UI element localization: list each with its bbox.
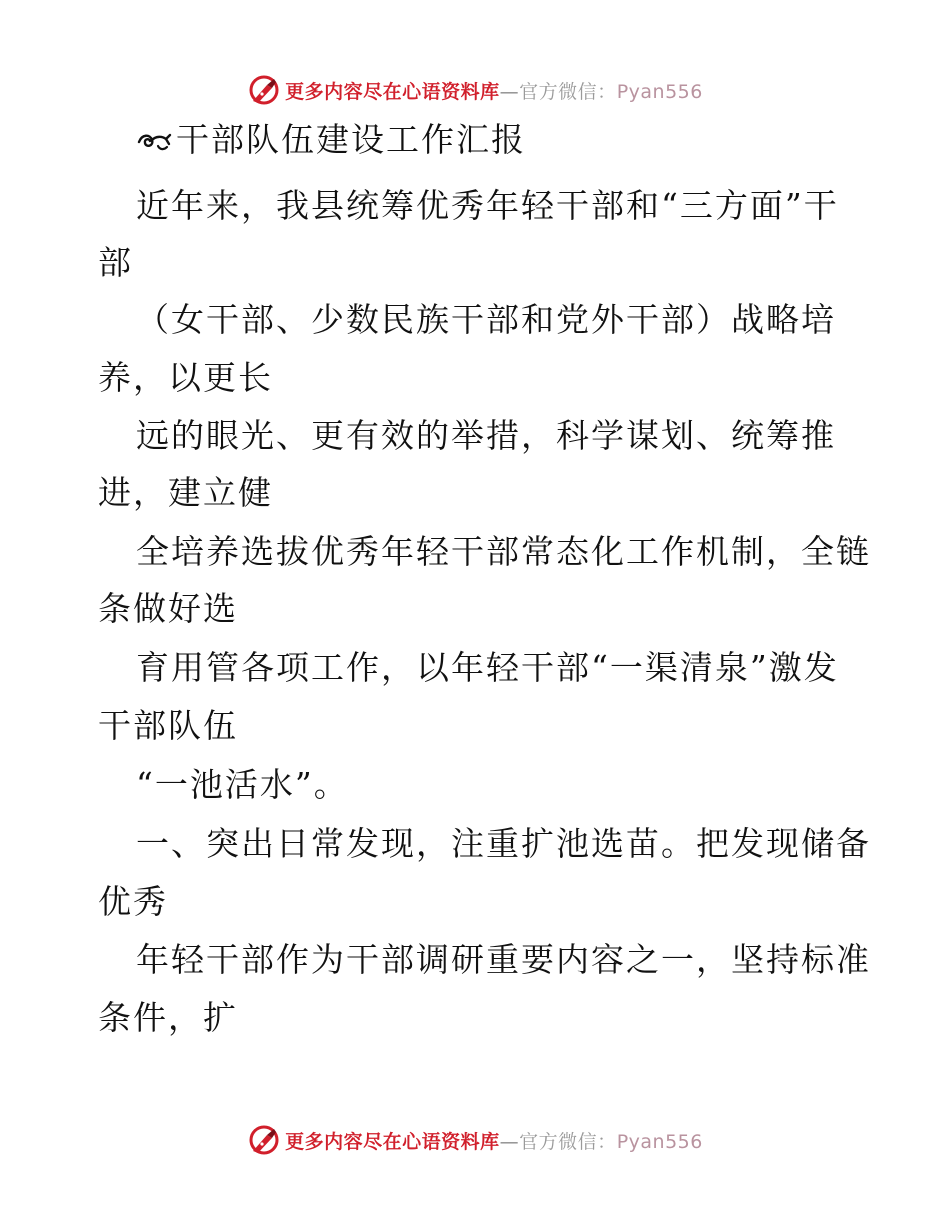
header-brand: 更多内容尽在心语资料库 (285, 80, 500, 103)
paragraph-line: 部 (98, 243, 133, 282)
footer-banner-text (285, 1127, 703, 1154)
paragraph-line: 条件，扩 (98, 998, 238, 1037)
header-wechat-label: 官方微信： (519, 80, 617, 103)
header-banner-text (285, 77, 703, 104)
paragraph-line: （女干部、少数民族干部和党外干部）战略培 (136, 300, 836, 339)
paragraph-line: 条做好选 (98, 589, 238, 628)
footer-dash: — (499, 1130, 520, 1153)
pen-logo-icon (247, 1123, 281, 1157)
section-heading-line: 一、突出日常发现，注重扩池选苗。把发现储备 (136, 824, 871, 863)
paragraph-line: 全培养选拔优秀年轻干部常态化工作机制，全链 (136, 532, 871, 571)
header-banner (0, 70, 950, 110)
pen-logo-icon (247, 73, 281, 107)
ornament-icon (136, 126, 174, 154)
paragraph-line: 远的眼光、更有效的举措，科学谋划、统筹推 (136, 416, 836, 455)
footer-wechat-label: 官方微信： (519, 1130, 617, 1153)
footer-wechat-id: Pyan556 (616, 1130, 703, 1153)
paragraph-line: 干部队伍 (98, 706, 238, 745)
paragraph-line: 年轻干部作为干部调研重要内容之一，坚持标准 (136, 940, 871, 979)
paragraph-line: 养，以更长 (98, 358, 273, 397)
paragraph-line: “一池活水”。 (136, 765, 349, 804)
paragraph-line: 进，建立健 (98, 473, 273, 512)
header-wechat-id: Pyan556 (616, 80, 703, 103)
document-title-row (136, 120, 526, 160)
footer-brand: 更多内容尽在心语资料库 (285, 1130, 500, 1153)
paragraph-line: 育用管各项工作，以年轻干部“一渠清泉”激发 (136, 648, 839, 687)
header-dash: — (499, 80, 520, 103)
footer-banner (0, 1120, 950, 1160)
paragraph-line: 优秀 (98, 882, 168, 921)
document-title: 干部队伍建设工作汇报 (176, 120, 526, 159)
paragraph-line: 近年来，我县统筹优秀年轻干部和“三方面”干 (136, 186, 839, 225)
